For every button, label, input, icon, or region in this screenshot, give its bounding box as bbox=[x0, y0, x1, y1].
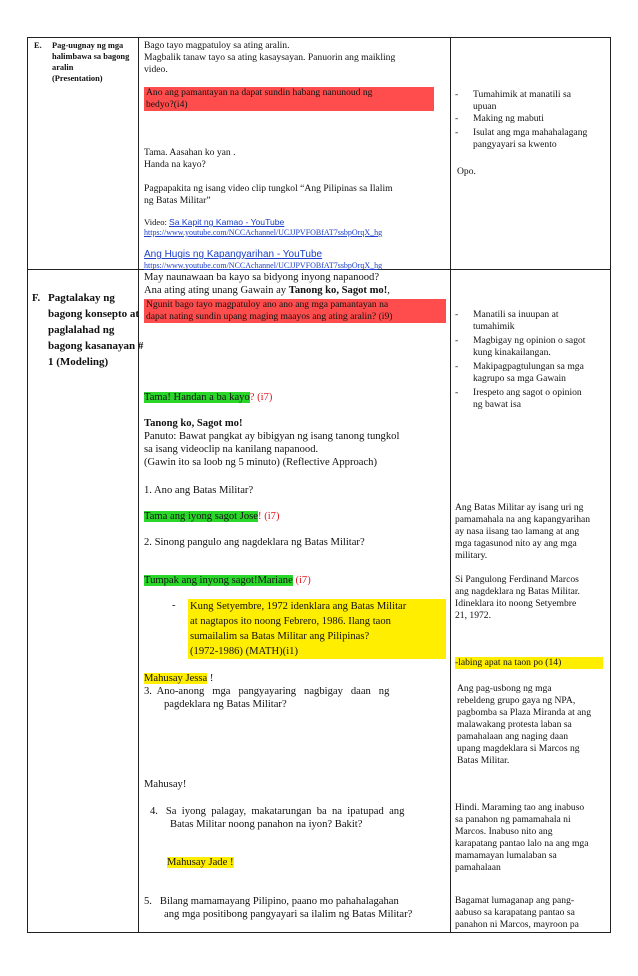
dash-marker: - bbox=[455, 89, 459, 100]
answer-line: karapatang pantao lalo na ang mga bbox=[455, 838, 589, 849]
math-line: (1972-1986) (MATH)(i1) bbox=[190, 646, 298, 657]
math-line: sumailalim sa Batas Militar ang Pilipinas? bbox=[190, 631, 370, 642]
response-line: Tama. Aasahan ko yan . bbox=[144, 147, 236, 158]
answer-line: pagbomba sa Plaza Miranda at ang bbox=[457, 707, 591, 718]
answer-line: ay nasa iisang tao lamang at ang bbox=[455, 526, 580, 537]
dash-marker: - bbox=[455, 361, 459, 372]
bullet-line: Magbigay ng opinion o sagot bbox=[473, 335, 586, 346]
answer-line: Idineklara ito noong Setyembre bbox=[455, 598, 577, 609]
answer-line: pamamahala na ang kapangyarihan bbox=[455, 514, 591, 525]
answer-line: Ang pag-usbong ng mga bbox=[457, 683, 552, 694]
question-line: ang mga positibong pangyayari sa ilalim ng Batas Militar? bbox=[164, 909, 413, 920]
section-f-title-line: Pagtalakay ng bbox=[48, 292, 115, 304]
teacher-praise-3 bbox=[144, 574, 311, 587]
answer-6 bbox=[455, 895, 579, 931]
math-question bbox=[172, 599, 446, 659]
answer-line: pamahalaan bbox=[455, 862, 501, 873]
question-line: pagdeklara ng Batas Militar? bbox=[164, 699, 287, 710]
answer-line: mga tagasunod nito ay ang mga bbox=[455, 538, 577, 549]
section-f-title-line: 1 (Modeling) bbox=[48, 356, 109, 368]
question-line: bedyo?(i4) bbox=[146, 99, 188, 110]
green-highlight: Tama! Handan a ba kayo bbox=[144, 392, 250, 403]
section-f-intro bbox=[144, 271, 390, 297]
section-e-title bbox=[52, 40, 129, 84]
instruction-line: sa isang videoclip na kanilang napanood. bbox=[144, 444, 319, 455]
section-e-letter: E. bbox=[34, 41, 42, 50]
bullet-line: kagrupo sa mga Gawain bbox=[473, 373, 566, 384]
student-answer-opo: Opo. bbox=[457, 166, 476, 177]
question-line: dapat nating sundin upang maging maayos ang ating aralin? (i9) bbox=[146, 311, 393, 322]
question-1: 1. Ano ang Batas Militar? bbox=[144, 485, 254, 496]
answer-line: military. bbox=[455, 550, 488, 561]
yellow-highlight: Mahusay Jessa bbox=[144, 673, 208, 684]
activity-name: Tanong ko, Sagot mo! bbox=[288, 285, 388, 296]
section-e-title-line: halimbawa sa bagong bbox=[52, 52, 130, 61]
question-line: 3. Ano-anong mga pangyayaring nagbigay daan ng bbox=[144, 686, 390, 697]
intro-text: , bbox=[387, 285, 390, 296]
instruction-line: (Gawin ito sa loob ng 5 minuto) (Reflective Approach) bbox=[144, 457, 378, 468]
question-5 bbox=[144, 895, 446, 921]
answer-line: malawakang protesta laban sa bbox=[457, 719, 572, 730]
answer-line: Bagamat lumaganap ang pang- bbox=[455, 895, 575, 906]
dash-marker: - bbox=[455, 113, 459, 124]
answer-4 bbox=[457, 683, 591, 767]
answer-line: Hindi. Maraming tao ang inabuso bbox=[455, 802, 585, 813]
section-e-title-line: (Presentation) bbox=[52, 74, 103, 83]
intro-text: Ana ating ating unang Gawain ay bbox=[144, 285, 289, 296]
intro-line: video. bbox=[144, 64, 168, 75]
answer-line: Si Pangulong Ferdinand Marcos bbox=[455, 574, 579, 585]
video-label: Video: bbox=[144, 217, 167, 227]
question-line: Ano ang pamantayan na dapat sundin habang nanunoud ng bbox=[146, 87, 373, 98]
indicator-tag: ? (i7) bbox=[249, 392, 273, 403]
video-line: ng Batas Militar” bbox=[144, 195, 211, 206]
answer-5 bbox=[455, 802, 588, 874]
column-divider-2 bbox=[450, 38, 451, 932]
section-e-title-line: aralin bbox=[52, 63, 74, 72]
question-2: 2. Sinong pangulo ang nagdeklara ng Batas Militar? bbox=[144, 537, 365, 548]
yellow-highlight: -labing apat na taon po (14) bbox=[455, 657, 603, 669]
answer-line: rebeldeng grupo gaya ng NPA, bbox=[457, 695, 576, 706]
video-link-1-row bbox=[144, 217, 284, 228]
bullet-line: Makipagpagtulungan sa mga bbox=[473, 361, 584, 372]
intro-line bbox=[144, 284, 390, 297]
yellow-highlight bbox=[188, 599, 446, 659]
bullet-line: Making ng mabuti bbox=[473, 113, 544, 124]
answer-line: upang magdeklara si Marcos ng bbox=[457, 743, 580, 754]
bullet-line: ng bawat isa bbox=[473, 399, 521, 410]
instruction-line: Panuto: Bawat pangkat ay bibigyan ng isang tanong tungkol bbox=[144, 431, 400, 442]
answer-3 bbox=[455, 657, 605, 669]
section-f-title-line: bagong konsepto at bbox=[48, 308, 140, 320]
standards-question-highlight bbox=[144, 87, 434, 111]
bullet-line: upuan bbox=[473, 101, 497, 112]
teacher-praise-jessa bbox=[144, 672, 213, 685]
column-divider-1 bbox=[138, 38, 139, 932]
dash-marker: - bbox=[455, 335, 459, 346]
dash-marker: - bbox=[455, 309, 459, 320]
section-f-title bbox=[48, 290, 143, 370]
question-line: Ngunit bago tayo magpatuloy ano ano ang mga pamantayan na bbox=[146, 299, 389, 310]
intro-line: May naunawaan ba kayo sa bidyong inyong napanood? bbox=[144, 272, 380, 283]
bullet-line: tumahimik bbox=[473, 321, 515, 332]
intro-line: Magbalik tanaw tayo sa ating kasaysayan. Panuorin ang maikling bbox=[144, 52, 396, 63]
answer-line: mamamayan lumalaban sa bbox=[455, 850, 557, 861]
dash-marker: - bbox=[455, 387, 459, 398]
bullet-line: Tumahimik at manatili sa bbox=[473, 89, 571, 100]
response-line: Handa na kayo? bbox=[144, 159, 206, 170]
video-link-2-url[interactable]: https://www.youtube.com/NCCAchannel/UCJJPVFOBfAT7ssbpOrqX_hg bbox=[144, 261, 383, 270]
green-highlight: Tama ang iyong sagot Jose bbox=[144, 511, 259, 522]
dash-marker: - bbox=[172, 600, 176, 611]
teacher-praise-mahusay: Mahusay! bbox=[144, 779, 187, 790]
answer-line: pamahalaan ang naging daan bbox=[457, 731, 569, 742]
section-f-letter: F. bbox=[32, 293, 41, 304]
yellow-highlight: Mahusay Jade ! bbox=[167, 857, 234, 868]
teacher-praise-1 bbox=[144, 391, 272, 404]
lesson-plan-table bbox=[27, 37, 611, 933]
bullet-line: Irespeto ang sagot o opinion bbox=[473, 387, 582, 398]
answer-2 bbox=[455, 574, 580, 622]
question-line: Batas Militar noong panahon na iyon? Bakit? bbox=[170, 819, 363, 830]
video-link-1-url[interactable]: https://www.youtube.com/NCCAchannel/UCJJPVFOBfAT7ssbpOrqX_hg bbox=[144, 228, 383, 237]
answer-line: panahon ni Marcos, mayroon pa bbox=[455, 919, 579, 930]
standards-question-highlight bbox=[144, 299, 446, 323]
bullet-line: pangyayari sa kwento bbox=[473, 139, 557, 150]
math-line: at nagtapos ito noong Febrero, 1986. Ilang taon bbox=[190, 616, 391, 627]
section-f-title-line: bagong kasanayan # bbox=[48, 340, 144, 352]
bullet-line: Manatili sa inuupan at bbox=[473, 309, 559, 320]
teacher-response bbox=[144, 147, 236, 171]
teacher-praise-jade bbox=[167, 856, 234, 869]
video-line: Pagpapakita ng isang video clip tungkol “Ang Pilipinas sa Ilalim bbox=[144, 183, 393, 194]
question-line: 5. Bilang mamamayang Pilipino, paano mo pahahalagahan bbox=[144, 896, 399, 907]
bullet-line: kung kinakailangan. bbox=[473, 347, 551, 358]
question-4 bbox=[150, 805, 446, 831]
section-e-title-line: Pag-uugnay ng mga bbox=[52, 41, 124, 50]
answer-line: aabuso sa karapatang pantao sa bbox=[455, 907, 575, 918]
video-link-1-title[interactable]: Sa Kapit ng Kamao - YouTube bbox=[169, 217, 285, 227]
indicator-tag: (i7) bbox=[292, 575, 311, 586]
math-line: Kung Setyembre, 1972 idenklara ang Batas Militar bbox=[190, 601, 407, 612]
green-highlight: Tumpak ang inyong sagot!Mariane bbox=[144, 575, 293, 586]
answer-line: sa panahon ng pamamahala ni bbox=[455, 814, 571, 825]
bullet-line: Isulat ang mga mahahalagang bbox=[473, 127, 588, 138]
section-f-title-line: paglalahad ng bbox=[48, 324, 115, 336]
answer-line: Batas Militar. bbox=[457, 755, 510, 766]
section-e-intro bbox=[144, 40, 395, 76]
activity-title: Tanong ko, Sagot mo! bbox=[144, 418, 243, 429]
video-description bbox=[144, 183, 393, 207]
teacher-praise-2 bbox=[144, 510, 280, 523]
answer-line: ang nagdeklara ng Batas Militar. bbox=[455, 586, 580, 597]
indicator-tag: ! (i7) bbox=[258, 511, 280, 522]
question-3 bbox=[144, 685, 444, 711]
video-link-2-title[interactable]: Ang Hugis ng Kapangyarihan - YouTube bbox=[144, 249, 323, 260]
answer-line: Ang Batas Militar ay isang uri ng bbox=[455, 502, 584, 513]
intro-line: Bago tayo magpatuloy sa ating aralin. bbox=[144, 40, 290, 51]
praise-suffix: ! bbox=[207, 673, 214, 684]
answer-line: 21, 1972. bbox=[455, 610, 491, 621]
activity-instructions bbox=[144, 430, 399, 469]
answer-1 bbox=[455, 502, 590, 562]
answer-line: Marcos. Inabuso nito ang bbox=[455, 826, 553, 837]
dash-marker: - bbox=[455, 127, 459, 138]
question-line: 4. Sa iyong palagay, makatarungan ba na ipatupad ang bbox=[150, 806, 405, 817]
